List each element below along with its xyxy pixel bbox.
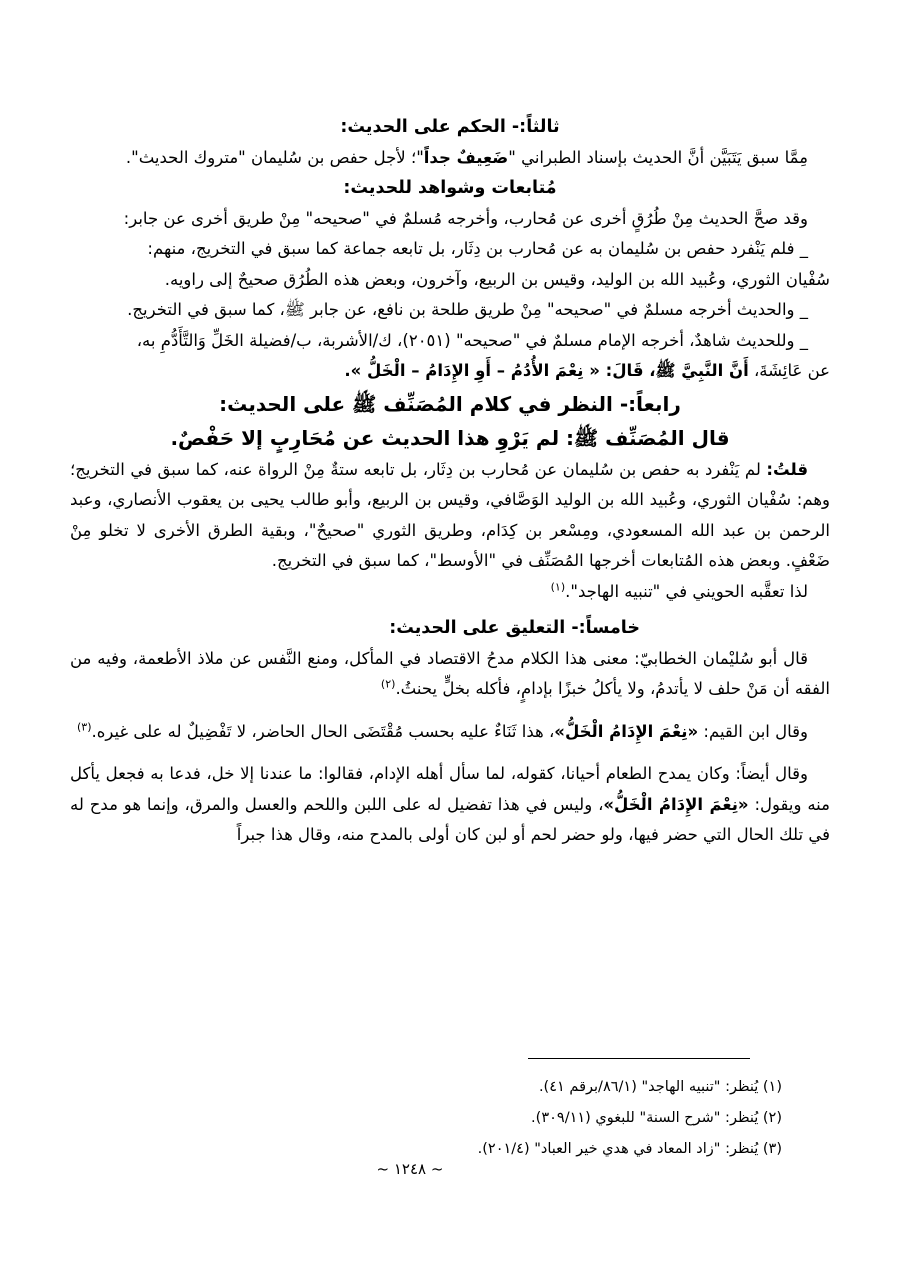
footnote-ref: (١) bbox=[550, 580, 566, 593]
section5-paragraph-2 bbox=[70, 717, 830, 748]
section5-heading-label: خامساً bbox=[585, 618, 640, 638]
text-span: لذا تعقَّبه الحويني في "تنبيه الهاجد". bbox=[565, 581, 808, 601]
text-span: لم يَنْفرد به حفص بن سُليمان عن مُحارب بن دِثَار، بل تابعه ستةٌ مِنْ الرواة عنه، كما سبق في التخريج؛ وهم: سُفْيان الثوري، وعُبيد الله بن الوليد الوَصَّافي، وقيس بن الربيع، وأبو طالب يحيى بن يعقوب الأنصاري، وعبد الرحمن بن عبد الله المسعودي، ومِسْعر بن كِدَام، وطريق الثوري "صحيحٌ"، وبقية الطرق الأخرى لا تخلو مِنْ ضَعْفٍ. وبعض هذه المُتابعات أخرجها المُصَنِّف في "الأوسط"، كما سبق في التخريج. bbox=[70, 459, 830, 570]
hadith-text: أَنَّ النَّبِيَّ ﷺ، قَالَ: « نِعْمَ الأُدُمُ – أَوِ الإِدَامُ – الْخَلُّ ». bbox=[344, 361, 749, 380]
text-span: وقال ابن القيم: bbox=[698, 721, 808, 741]
section3-heading bbox=[70, 112, 830, 143]
footnote-3: (٣) يُنظر: "زاد المعاد في هدي خير العباد" (٢٠١/٤). bbox=[477, 1141, 782, 1157]
mutabaat-paragraph-6 bbox=[70, 356, 830, 387]
text-span: وقال أيضاً: وكان يمدح الطعام أحيانا، كقوله، لما سأل أهله الإدام، فقالوا: ما عندنا إلا خل، فدعا به فجعل يأكل منه ويقول: bbox=[70, 764, 830, 814]
section4-heading-rest: :- النظر في كلام المُصَنِّف ﷺ على الحديث: bbox=[219, 391, 637, 416]
text-span: ، وليس في هذا تفضيل له على اللبن واللحم والعسل والمرق، وإنما هو مدح له في تلك الحال التي حضر فيها، ولو حضر لحم أو لبن كان أولى بالمدح منه، وقال هذا جبراً bbox=[70, 794, 830, 844]
mutabaat-paragraph-5: _ وللحديث شاهدٌ، أخرجه الإمام مسلمٌ في "صحيحه" (٢٠٥١)، ك/الأشربة، ب/فضيلة الخَلِّ وَالتَّأَدُّمِ به، bbox=[136, 330, 808, 350]
section3-heading-label: ثالثاً bbox=[526, 117, 560, 137]
mutabaat-paragraph-1: وقد صحَّ الحديث مِنْ طُرُقٍ أخرى عن مُحارب، وأخرجه مُسلمٌ في "صحيحه" مِنْ طريق أخرى عن جابر: bbox=[123, 208, 808, 228]
text-span: مِمَّا سبق يَتَبَيَّن أنَّ الحديث بإسناد الطبراني " bbox=[508, 147, 808, 167]
section5-heading bbox=[70, 613, 830, 644]
section4-heading-label: رابعاً bbox=[636, 391, 681, 416]
section5-paragraph-3 bbox=[70, 759, 830, 851]
footnotes bbox=[70, 1072, 782, 1165]
footnote-2: (٢) يُنظر: "شرح السنة" للبغوي (٣٠٩/١١). bbox=[531, 1110, 782, 1126]
text-span: عن عَائِشَةَ، bbox=[748, 361, 830, 380]
section4-paragraph-2 bbox=[70, 577, 830, 608]
footnote-ref: (٣) bbox=[77, 720, 92, 733]
section5-paragraph-1 bbox=[70, 644, 830, 705]
section4-heading bbox=[70, 387, 830, 421]
mutabaat-paragraph-2: _ فلم يَنْفرد حفص بن سُليمان به عن مُحارب بن دِثَار، بل تابعه جماعة كما سبق في التخريج، منهم: bbox=[147, 239, 808, 258]
footnote-divider bbox=[528, 1058, 750, 1059]
main-text bbox=[70, 112, 830, 851]
ruling-text: ضَعِيفٌ جداً bbox=[423, 147, 509, 167]
footnote-1: (١) يُنظر: "تنبيه الهاجد" (٨٦/١/برقم ٤١). bbox=[538, 1079, 782, 1095]
section3-heading-rest: :- الحكم على الحديث: bbox=[340, 117, 527, 137]
text-span: قال أبو سُليْمان الخطابيّ: معنى هذا الكلام مدحُ الاقتصاد في المأكل، ومنع النَّفس عن ملاذ الأطعمة، وفيه من الفقه أن مَنْ حلف لا يأتدمُ، ولا يأكلُ خبزًا بإدامٍ، فأكله بخلٍّ يحنثُ. bbox=[70, 648, 830, 698]
hadith-text: «نِعْمَ الإِدَامُ الْخَلُّ» bbox=[554, 721, 699, 741]
text-span: "؛ لأجل حفص بن سُليمان "متروك الحديث". bbox=[125, 147, 424, 167]
footnote-ref: (٢) bbox=[380, 677, 396, 691]
author-quote-heading: قال المُصَنِّف ﷺ: لم يَرْوِ هذا الحديث عن مُحَارِبٍ إلا حَفْصٌ. bbox=[170, 425, 730, 450]
hadith-text: «نِعْمَ الإِدَامُ الْخَلُّ» bbox=[603, 794, 749, 814]
text-span: ، هذا ثَنَاءٌ عليه بحسب مُقْتَضَى الحال الحاضر، لا تَفْضِيلٌ له على غيره. bbox=[91, 721, 555, 741]
section4-paragraph-1 bbox=[70, 455, 830, 577]
section3-paragraph bbox=[70, 143, 830, 174]
mutabaat-paragraph-3: سُفْيان الثوري، وعُبيد الله بن الوليد، وقيس بن الربيع، وآخرون، وبعض هذه الطُرُق صحيحٌ إلى راويه. bbox=[164, 269, 830, 289]
mutabaat-heading: مُتابعات وشواهد للحديث: bbox=[343, 178, 557, 198]
qultu-label: قلتُ: bbox=[766, 459, 808, 479]
mutabaat-paragraph-4: _ والحديث أخرجه مسلمٌ في "صحيحه" مِنْ طريق طلحة بن نافع، عن جابر ﷺ، كما سبق في التخريج. bbox=[127, 300, 808, 319]
page-number: ~ ١٢٤٨ ~ bbox=[376, 1160, 444, 1178]
section5-heading-rest: :- التعليق على الحديث: bbox=[389, 618, 586, 638]
